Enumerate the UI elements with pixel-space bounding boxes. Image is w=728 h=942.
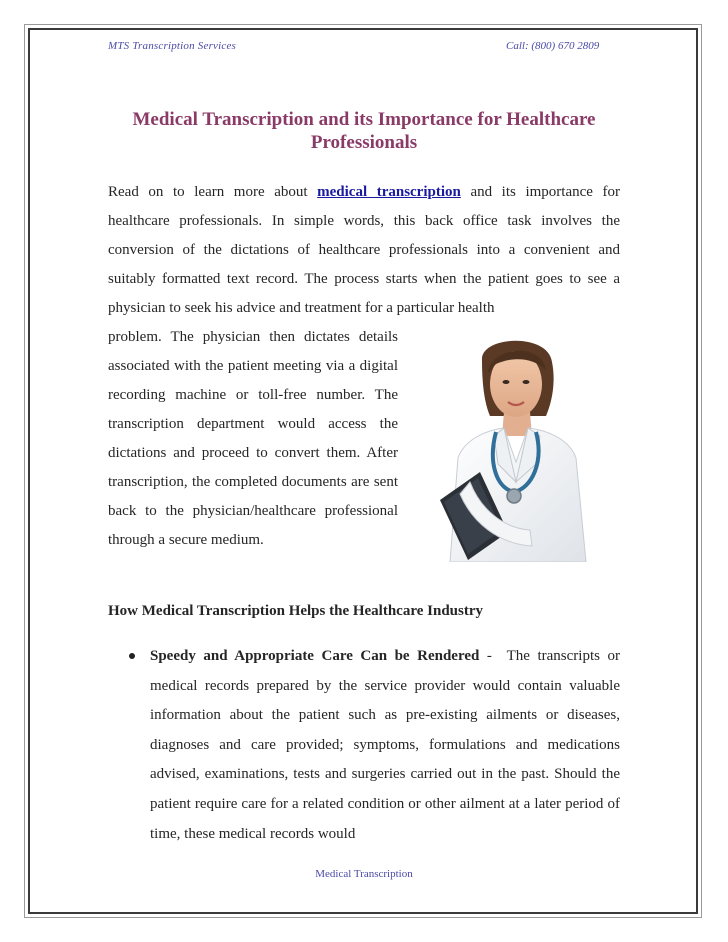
intro-paragraph [108, 178, 620, 323]
header-company: MTS Transcription Services [108, 40, 237, 52]
doctor-photo-icon [410, 332, 622, 562]
bullet-icon [129, 653, 135, 659]
header-phone: Call: (800) 670 2809 [506, 40, 600, 52]
intro-text-before-link: Read on to learn more about [108, 184, 318, 200]
bullet-item [150, 642, 620, 849]
page-footer: Medical Transcription [315, 868, 413, 880]
doctor-photo [410, 332, 622, 562]
medical-transcription-link[interactable]: medical transcription [317, 184, 461, 200]
section-heading: How Medical Transcription Helps the Healthcare Industry [108, 603, 483, 619]
intro-text-after-link: and its importance for healthcare professionals. In simple words, this back office task involves the conversion of the dictations of healthcare professionals into a convenient and suitably formatted text record. The process starts when the patient goes to see a physician to seek his advice and treatment for a particular health [108, 184, 620, 316]
bullet-separator: - [479, 648, 507, 664]
intro-wrapped-paragraph: problem. The physician then dictates details associated with the patient meeting via a digital recording machine or toll-free number. The transcription department would access the dictations and proceed to convert them. After transcription, the completed documents are sent back to the physician/healthcare professional through a secure medium. [108, 329, 398, 548]
page-title: Medical Transcription and its Importance for Healthcare Professionals [132, 109, 596, 153]
bullet-text: The transcripts or medical records prepared by the service provider would contain valuable information about the patient such as pre-existing ailments or diseases, diagnoses and care provided; symptoms, formulations and medications advised, examinations, tests and surgeries carried out in the past. Should the patient require care for a related condition or other ailment at a later period of time, these medical records would [150, 648, 620, 842]
bullet-title: Speedy and Appropriate Care Can be Rendered [150, 648, 480, 664]
